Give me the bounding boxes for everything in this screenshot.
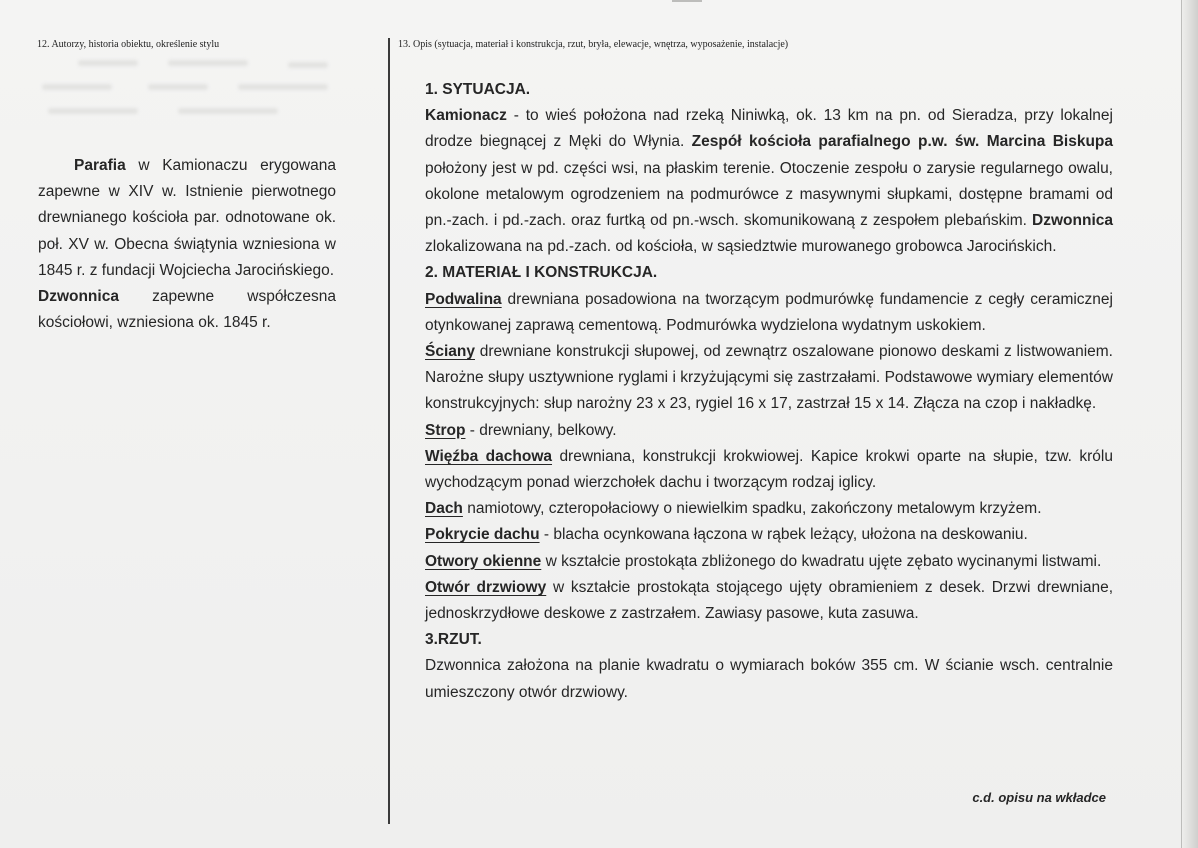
history-text bbox=[38, 153, 336, 336]
section-heading-material: 2. MATERIAŁ I KONSTRUKCJA. bbox=[425, 264, 658, 282]
construction-label: Dach bbox=[425, 500, 463, 518]
construction-text: w kształcie prostokąta stojącego ujęty obramieniem z desek. Drzwi drewniane, jednoskrzydłowe deskowe z zastrzałem. Zawiasy pasowe, kuta zasuwa. bbox=[425, 578, 1113, 623]
construction-text: drewniana, konstrukcji krokwiowej. Kapice krokwi oparte na słupie, tzw. królu wychodzącym ponad wierzchołek dachu i tworzącym rodzaj iglicy. bbox=[425, 447, 1113, 492]
card-edge bbox=[1181, 0, 1198, 848]
right-column-header: 13. Opis (sytuacja, materiał i konstrukcja, rzut, bryła, elewacje, wnętrza, wyposażenie, instalacje) bbox=[398, 39, 789, 50]
bold-term: Zespół kościoła parafialnego p.w. św. Marcina Biskupa bbox=[691, 133, 1114, 151]
left-column-header: 12. Autorzy, historia obiektu, określenie stylu bbox=[37, 39, 220, 50]
show-through-smudge bbox=[38, 56, 338, 126]
history-bold-term: Dzwonnica bbox=[38, 288, 119, 306]
construction-label: Pokrycie dachu bbox=[425, 526, 540, 544]
construction-label: Strop bbox=[425, 421, 466, 439]
top-edge-mark bbox=[672, 0, 702, 2]
construction-label: Ściany bbox=[425, 343, 475, 361]
construction-item bbox=[425, 549, 1113, 575]
situation-paragraph bbox=[425, 103, 1113, 260]
body-text: zlokalizowana na pd.-zach. od kościoła, w sąsiedztwie murowanego grobowca Jarocińskich. bbox=[425, 238, 1057, 256]
construction-text: w kształcie prostokąta zbliżonego do kwadratu ujęte zębato wycinanymi listwami. bbox=[541, 552, 1102, 570]
construction-item bbox=[425, 575, 1113, 627]
section-heading-situation: 1. SYTUACJA. bbox=[425, 81, 531, 98]
description-text bbox=[425, 77, 1113, 706]
construction-item bbox=[425, 287, 1113, 339]
construction-label: Podwalina bbox=[425, 290, 502, 308]
history-text-span: w Kamionaczu erygowana zapewne w XIV w. Istnienie pierwotnego drewnianego kościoła par. odnotowane ok. poł. XV w. Obecna świątynia wzniesiona w 1845 r. z fundacji Wojciecha Jarocińskiego. bbox=[38, 157, 336, 279]
section-heading-plan: 3.RZUT. bbox=[425, 631, 482, 649]
history-text-span: zapewne współczesna kościołowi, wzniesiona ok. 1845 r. bbox=[38, 288, 336, 332]
history-bold-term: Parafia bbox=[74, 157, 126, 174]
continuation-note: c.d. opisu na wkładce bbox=[972, 790, 1106, 805]
construction-label: Otwory okienne bbox=[425, 552, 542, 570]
construction-item bbox=[425, 418, 1113, 444]
column-divider bbox=[388, 38, 390, 824]
bold-term: Kamionacz bbox=[425, 107, 507, 125]
plan-paragraph: Dzwonnica założona na planie kwadratu o wymiarach boków 355 cm. W ścianie wsch. centralnie umieszczony otwór drzwiowy. bbox=[425, 657, 1113, 701]
body-text: - to wieś położona nad rzeką Niniwką, ok. 13 km na pn. od Sieradza, przy lokalnej drodze biegnącej z Męki do Włynia. bbox=[425, 107, 1113, 151]
bold-term: Dzwonnica bbox=[1032, 212, 1113, 230]
construction-label: Otwór drzwiowy bbox=[425, 578, 547, 596]
construction-item bbox=[425, 339, 1113, 418]
history-paragraph bbox=[38, 284, 336, 336]
construction-item bbox=[425, 496, 1113, 522]
construction-text: - blacha ocynkowana łączona w rąbek leżący, ułożona na deskowaniu. bbox=[539, 526, 1028, 544]
construction-label: Więźba dachowa bbox=[425, 447, 553, 465]
construction-text: namiotowy, czteropołaciowy o niewielkim spadku, zakończony metalowym krzyżem. bbox=[462, 500, 1042, 518]
construction-item bbox=[425, 444, 1113, 496]
construction-text: - drewniany, belkowy. bbox=[465, 421, 617, 439]
body-text: położony jest w pd. części wsi, na płaskim terenie. Otoczenie zespołu o zarysie regularnego owalu, okolone metalowym ogrodzeniem na podmurówce z masywnymi słupkami, dostępne bramami od pn.-zach. i pd.-zach. oraz furtką od pn.-wsch. skomunikowaną z zespołem plebańskim. bbox=[425, 159, 1113, 230]
construction-text: drewniana posadowiona na tworzącym podmurówkę fundamencie z cegły ceramicznej otynkowanej zaprawą cementową. Podmurówka wydzielona wydatnym uskokiem. bbox=[425, 290, 1113, 334]
construction-item bbox=[425, 522, 1113, 548]
history-paragraph bbox=[38, 153, 336, 284]
construction-text: drewniane konstrukcji słupowej, od zewnątrz oszalowane pionowo deskami z listwowaniem. Narożne słupy usztywnione ryglami i krzyżującymi się zastrzałami. Podstawowe wymiary elementów konstrukcyjnych: słup narożny 23 x 23, rygiel 16 x 17, zastrzał 15 x 14. Złącza na czop i nakładkę. bbox=[425, 343, 1113, 413]
